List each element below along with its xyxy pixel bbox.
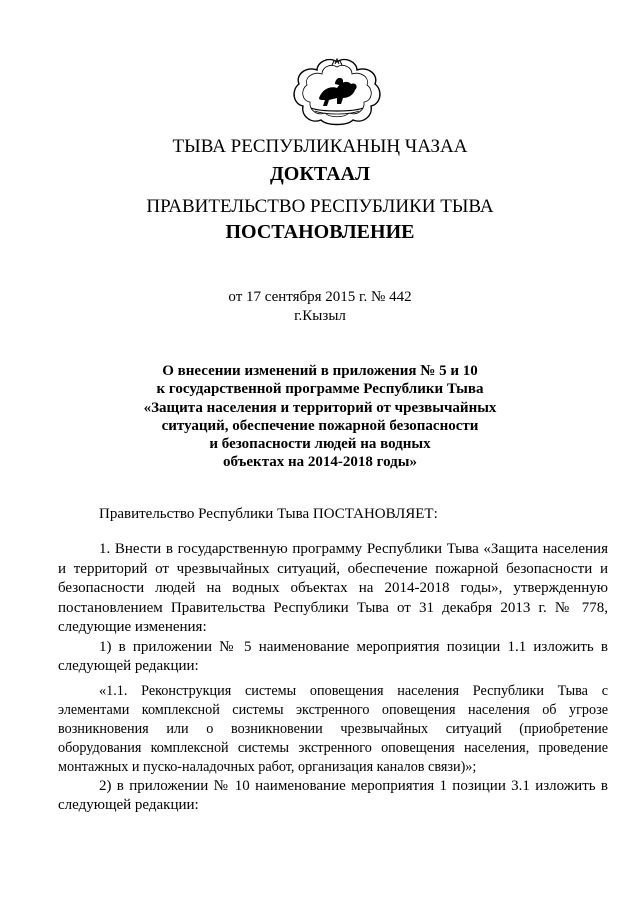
title-line: О внесении изменений в приложения № 5 и 10 [162,363,478,379]
header-line-postanovlenie: ПОСТАНОВЛЕНИЕ [225,221,415,243]
title-line: объектах на 2014-2018 годы» [223,454,417,471]
preamble-text: Правительство Республики Тыва ПОСТАНОВЛЯЕТ: [99,506,438,522]
header-line-republic: ТЫВА РЕСПУБЛИКАНЫҢ ЧАЗАА [172,136,468,157]
document-title [100,362,540,472]
title-line: к государственной программе Республики Тыва [156,381,484,398]
body-paragraph: 1. Внести в государственную программу Республики Тыва «Защита населения и территорий от чрезвычайных ситуаций, обеспечение пожарной безопасности и безопасности людей на водных объектах на 2014-2018 годы», утвержденную постановлением Правительства Республики Тыва от 31 декабря 2013 г. № 778, следующие изменения: [58,541,608,635]
body-paragraph: 1) в приложении № 5 наименование мероприятия позиции 1.1 изложить в следующей редакции: [58,638,608,674]
body-paragraph-quote: «1.1. Реконструкция системы оповещения населения Республики Тыва с элементами комплексной системы экстренного оповещения населения об угрозе возникновения или о возникновении чрезвычайных ситуаций (приобретение оборудования комплексной системы экстренного оповещения населения, проведение монтажных и пуско-наладочных работ, организация каналов связи)»; [58,682,608,775]
title-line: ситуаций, обеспечение пожарной безопасности [161,417,479,434]
document-body [58,540,608,816]
title-line: «Защита населения и территорий от чрезвычайных [143,399,497,416]
header-line-government: ПРАВИТЕЛЬСТВО РЕСПУБЛИКИ ТЫВА [146,196,494,217]
preamble-block [58,505,608,525]
header-line-doktaal: ДОКТААЛ [270,163,370,185]
coat-of-arms-emblem [291,58,383,126]
body-paragraph: 2) в приложении № 10 наименование мероприятия 1 позиции 3.1 изложить в следующей редакции: [58,777,608,813]
document-date-number: от 17 сентября 2015 г. № 442 [228,289,412,305]
document-city: г.Кызыл [294,308,346,324]
title-line: и безопасности людей на водных [209,436,431,453]
